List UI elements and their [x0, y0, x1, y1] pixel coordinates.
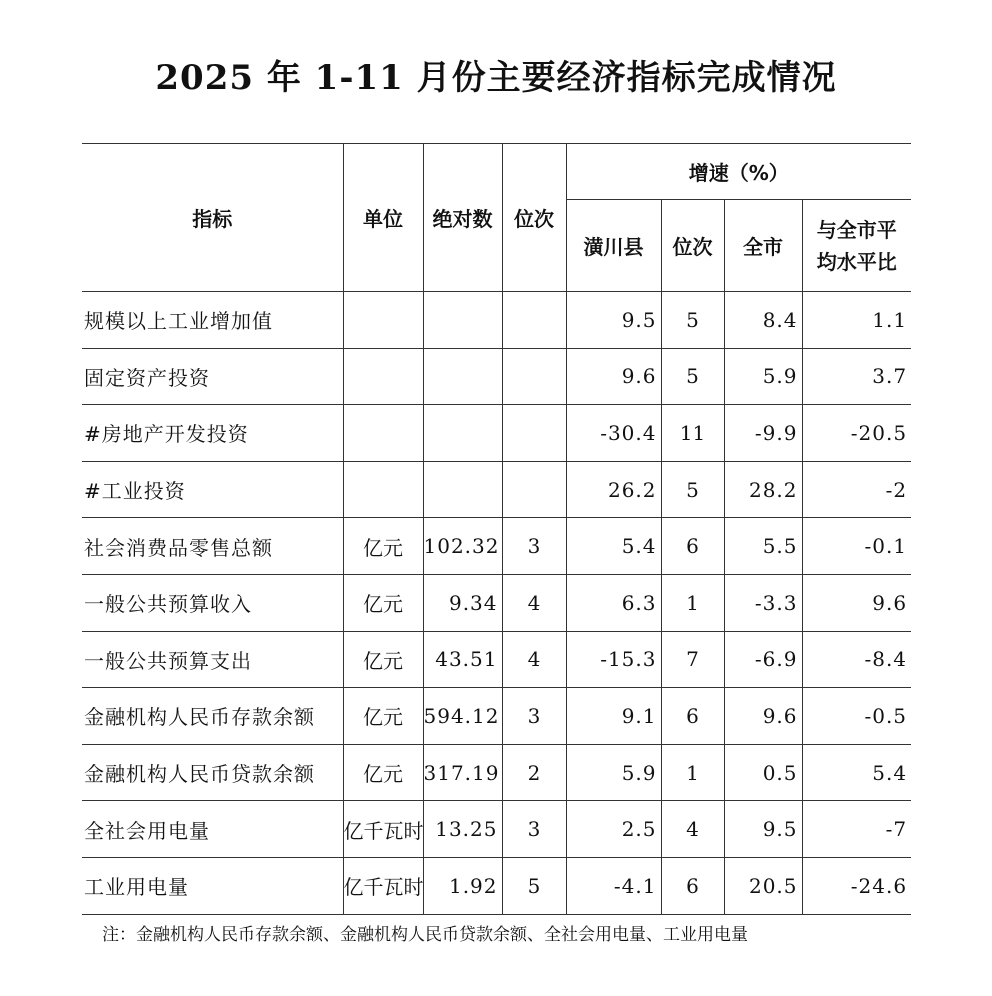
- cell-vs-city: -0.1: [802, 518, 911, 575]
- cell-rank: [502, 348, 566, 405]
- cell-county-growth: 2.5: [566, 801, 661, 858]
- cell-rank: 4: [502, 574, 566, 631]
- table-row: [82, 744, 911, 801]
- cell-growth-rank: 4: [661, 801, 724, 858]
- header-county: 潢川县: [566, 200, 661, 292]
- cell-indicator-name: 规模以上工业增加值: [82, 292, 343, 349]
- cell-indicator-name: #房地产开发投资: [82, 405, 343, 462]
- cell-city-growth: 8.4: [724, 292, 802, 349]
- cell-unit: [343, 405, 423, 462]
- table-row: [82, 688, 911, 745]
- cell-county-growth: 9.6: [566, 348, 661, 405]
- cell-absolute: 317.19: [423, 744, 502, 801]
- cell-city-growth: -6.9: [724, 631, 802, 688]
- table-row: [82, 857, 911, 914]
- header-growth: 增速（%）: [566, 144, 911, 200]
- table-row: [82, 292, 911, 349]
- cell-growth-rank: 6: [661, 518, 724, 575]
- cell-absolute: 13.25: [423, 801, 502, 858]
- cell-absolute: 102.32: [423, 518, 502, 575]
- cell-unit: 亿元: [343, 744, 423, 801]
- cell-county-growth: -15.3: [566, 631, 661, 688]
- header-vs-city: 与全市平均水平比: [802, 200, 911, 292]
- cell-rank: [502, 461, 566, 518]
- footnote: 注：金融机构人民币存款余额、金融机构人民币贷款余额、全社会用电量、工业用电量: [102, 925, 748, 945]
- cell-vs-city: -2: [802, 461, 911, 518]
- page-title: 2025 年 1-11 月份主要经济指标完成情况: [155, 58, 837, 98]
- cell-unit: 亿元: [343, 518, 423, 575]
- cell-county-growth: 26.2: [566, 461, 661, 518]
- cell-rank: 3: [502, 801, 566, 858]
- cell-growth-rank: 5: [661, 461, 724, 518]
- cell-rank: 2: [502, 744, 566, 801]
- cell-city-growth: 20.5: [724, 857, 802, 914]
- cell-vs-city: 1.1: [802, 292, 911, 349]
- cell-unit: [343, 461, 423, 518]
- cell-rank: 3: [502, 688, 566, 745]
- cell-city-growth: 5.9: [724, 348, 802, 405]
- cell-absolute: [423, 292, 502, 349]
- cell-indicator-name: 社会消费品零售总额: [82, 518, 343, 575]
- cell-unit: 亿元: [343, 631, 423, 688]
- table-row: [82, 574, 911, 631]
- cell-unit: 亿元: [343, 688, 423, 745]
- cell-unit: [343, 348, 423, 405]
- cell-indicator-name: 一般公共预算收入: [82, 574, 343, 631]
- cell-indicator-name: 工业用电量: [82, 857, 343, 914]
- cell-vs-city: -7: [802, 801, 911, 858]
- header-growth-rank: 位次: [661, 200, 724, 292]
- cell-rank: 5: [502, 857, 566, 914]
- header-absolute: 绝对数: [423, 144, 502, 292]
- table-row: [82, 461, 911, 518]
- cell-city-growth: 28.2: [724, 461, 802, 518]
- cell-unit: 亿千瓦时: [343, 857, 423, 914]
- cell-growth-rank: 11: [661, 405, 724, 462]
- cell-county-growth: 9.5: [566, 292, 661, 349]
- cell-indicator-name: 金融机构人民币贷款余额: [82, 744, 343, 801]
- table-row: [82, 348, 911, 405]
- cell-county-growth: -30.4: [566, 405, 661, 462]
- table-row: [82, 518, 911, 575]
- header-rank: 位次: [502, 144, 566, 292]
- table-row: [82, 405, 911, 462]
- cell-indicator-name: 全社会用电量: [82, 801, 343, 858]
- economic-indicators-table: [82, 143, 911, 915]
- cell-vs-city: 9.6: [802, 574, 911, 631]
- cell-vs-city: 5.4: [802, 744, 911, 801]
- cell-growth-rank: 1: [661, 744, 724, 801]
- cell-county-growth: 5.4: [566, 518, 661, 575]
- cell-indicator-name: 金融机构人民币存款余额: [82, 688, 343, 745]
- cell-absolute: 594.12: [423, 688, 502, 745]
- cell-rank: [502, 405, 566, 462]
- table-header-row: [82, 144, 911, 200]
- cell-growth-rank: 1: [661, 574, 724, 631]
- cell-vs-city: 3.7: [802, 348, 911, 405]
- cell-rank: 3: [502, 518, 566, 575]
- cell-unit: [343, 292, 423, 349]
- cell-absolute: 9.34: [423, 574, 502, 631]
- cell-rank: 4: [502, 631, 566, 688]
- cell-rank: [502, 292, 566, 349]
- cell-city-growth: -3.3: [724, 574, 802, 631]
- cell-county-growth: 6.3: [566, 574, 661, 631]
- header-indicator: 指标: [82, 144, 343, 292]
- cell-growth-rank: 5: [661, 292, 724, 349]
- cell-absolute: [423, 405, 502, 462]
- cell-absolute: [423, 348, 502, 405]
- cell-growth-rank: 6: [661, 688, 724, 745]
- cell-vs-city: -20.5: [802, 405, 911, 462]
- cell-vs-city: -8.4: [802, 631, 911, 688]
- cell-absolute: 1.92: [423, 857, 502, 914]
- cell-indicator-name: #工业投资: [82, 461, 343, 518]
- cell-county-growth: 5.9: [566, 744, 661, 801]
- cell-city-growth: 5.5: [724, 518, 802, 575]
- cell-city-growth: 0.5: [724, 744, 802, 801]
- cell-absolute: 43.51: [423, 631, 502, 688]
- cell-growth-rank: 5: [661, 348, 724, 405]
- cell-indicator-name: 固定资产投资: [82, 348, 343, 405]
- header-city: 全市: [724, 200, 802, 292]
- cell-vs-city: -0.5: [802, 688, 911, 745]
- cell-unit: 亿元: [343, 574, 423, 631]
- cell-absolute: [423, 461, 502, 518]
- table-row: [82, 631, 911, 688]
- cell-city-growth: 9.5: [724, 801, 802, 858]
- cell-vs-city: -24.6: [802, 857, 911, 914]
- cell-growth-rank: 7: [661, 631, 724, 688]
- cell-growth-rank: 6: [661, 857, 724, 914]
- cell-county-growth: 9.1: [566, 688, 661, 745]
- cell-county-growth: -4.1: [566, 857, 661, 914]
- cell-city-growth: -9.9: [724, 405, 802, 462]
- cell-unit: 亿千瓦时: [343, 801, 423, 858]
- header-unit: 单位: [343, 144, 423, 292]
- cell-indicator-name: 一般公共预算支出: [82, 631, 343, 688]
- cell-city-growth: 9.6: [724, 688, 802, 745]
- table-row: [82, 801, 911, 858]
